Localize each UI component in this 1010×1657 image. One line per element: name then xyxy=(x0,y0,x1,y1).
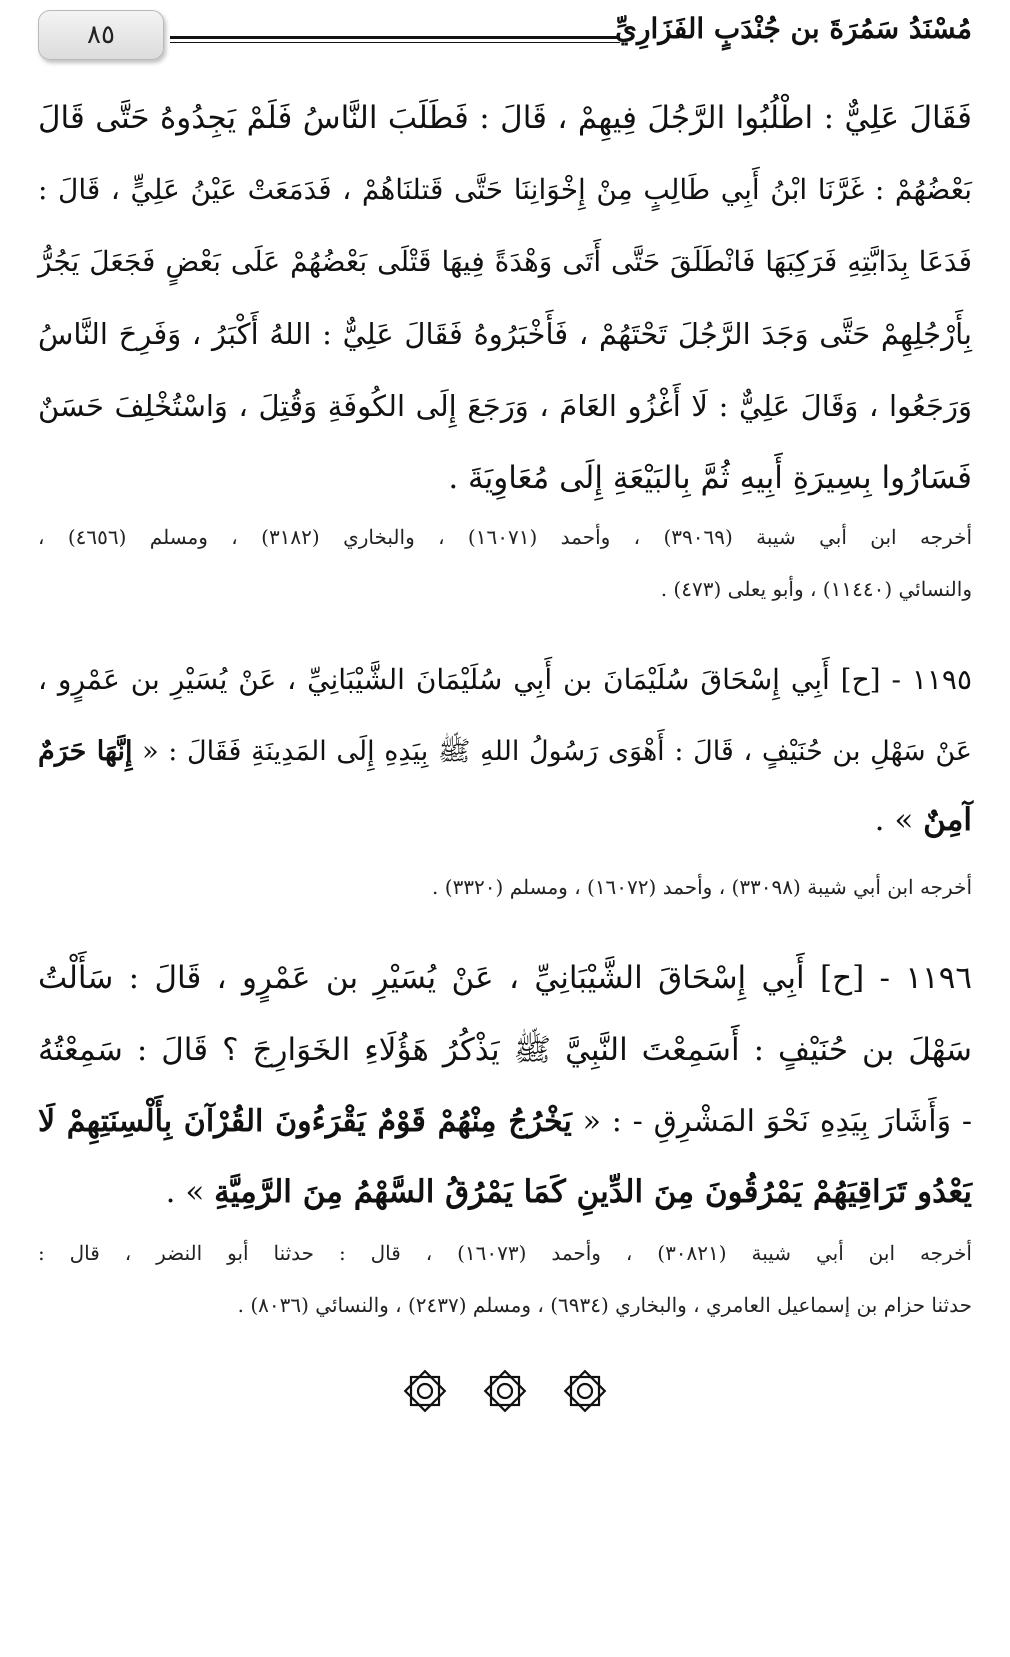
eight-point-star-icon xyxy=(562,1368,608,1414)
matn-text: يَخْرُجُ مِنْهُمْ قَوْمٌ يَقْرَءُونَ القُرْآنَ بِأَلْسِنَتِهِمْ لَا xyxy=(38,1104,572,1139)
hadith-1195-line: ١١٩٥ - [ح] أَبِي إِسْحَاقَ سُلَيْمَانَ بن أَبِي سُلَيْمَانَ الشَّيْبَانِيِّ ، عَنْ يُسَيْرِ بن عَمْرٍو ، xyxy=(38,663,972,696)
hadith-1195-line xyxy=(38,732,972,772)
hadith-1196-line: سَهْلَ بن حُنَيْفٍ : أَسَمِعْتَ النَّبِيَّ ﷺ يَذْكُرُ هَؤُلَاءِ الخَوَارِجَ ؟ قَالَ : سَمِعْتُهُ xyxy=(38,1032,972,1068)
takhrij-line: أخرجه ابن أبي شيبة (٣٣٠٩٨) ، وأحمد (١٦٠٧٢) ، ومسلم (٣٣٢٠) . xyxy=(432,875,972,899)
eight-point-star-icon xyxy=(402,1368,448,1414)
hadith-1195-line xyxy=(38,800,972,840)
takhrij-line: والنسائي (١١٤٤٠) ، وأبو يعلى (٤٧٣) . xyxy=(660,577,972,601)
paragraph-line: فَدَعَا بِدَابَّتِهِ فَرَكِبَهَا فَانْطَلَقَ حَتَّى أَتَى وَهْدَةً فِيهَا قَتْلَى بَعْضُهُمْ عَلَى بَعْضٍ فَجَعَلَ يَجُرُّ xyxy=(38,245,972,278)
isnad-text: - وَأَشَارَ بِيَدِهِ نَحْوَ المَشْرِقِ - : « xyxy=(571,1104,972,1139)
paragraph-line: فَسَارُوا بِسِيرَةِ أَبِيهِ ثُمَّ بِالبَيْعَةِ إِلَى مُعَاوِيَةَ . xyxy=(448,460,972,496)
takhrij-line: أخرجه ابن أبي شيبة (٣٩٠٦٩) ، وأحمد (١٦٠٧١) ، والبخاري (٣١٨٢) ، ومسلم (٤٦٥٦) ، xyxy=(38,525,973,549)
matn-text: آمِنٌ xyxy=(923,802,972,838)
hadith-1196-line: ١١٩٦ - [ح] أَبِي إِسْحَاقَ الشَّيْبَانِيِّ ، عَنْ يُسَيْرِ بن عَمْرٍو ، قَالَ : سَأَلْتُ xyxy=(38,960,972,996)
paragraph-line: وَرَجَعُوا ، وَقَالَ عَلِيٌّ : لَا أَغْزُو العَامَ ، وَرَجَعَ إِلَى الكُوفَةِ وَقُتِلَ ، وَاسْتُخْلِفَ حَسَنٌ xyxy=(38,389,972,423)
section-end-ornaments xyxy=(0,1368,1010,1416)
page-number-tab xyxy=(38,10,164,60)
paragraph-line: بِأَرْجُلِهِمْ حَتَّى وَجَدَ الرَّجُلَ تَحْتَهُمْ ، فَأَخْبَرُوهُ فَقَالَ عَلِيٌّ : اللهُ أَكْبَرُ ، وَفَرِحَ النَّاسُ xyxy=(38,317,972,351)
takhrij-line: أخرجه ابن أبي شيبة (٣٠٨٢١) ، وأحمد (١٦٠٧٣) ، قال : حدثنا أبو النضر ، قال : xyxy=(38,1241,972,1265)
hadith-1196-line xyxy=(38,1172,972,1212)
takhrij-line: حدثنا حزام بن إسماعيل العامري ، والبخاري (٦٩٣٤) ، ومسلم (٢٤٣٧) ، والنسائي (٨٠٣٦) . xyxy=(237,1293,972,1317)
matn-text: يَعْدُو تَرَاقِيَهُمْ يَمْرُقُونَ مِنَ الدِّينِ كَمَا يَمْرُقُ السَّهْمُ مِنَ الرَّمِيَّةِ xyxy=(214,1174,972,1210)
closing-quote: » . xyxy=(874,802,924,838)
paragraph-line: بَعْضُهُمْ : غَرَّنَا ابْنُ أَبِي طَالِبٍ مِنْ إِخْوَانِنَا حَتَّى قَتلنَاهُمْ ، فَدَمَعَتْ عَيْنُ عَلِيٍّ ، قَالَ : xyxy=(38,173,972,206)
header-rule-thin xyxy=(170,42,620,43)
eight-point-star-icon xyxy=(482,1368,528,1414)
paragraph-line: فَقَالَ عَلِيٌّ : اطْلُبُوا الرَّجُلَ فِيهِمْ ، قَالَ : فَطَلَبَ النَّاسُ فَلَمْ يَجِدُوهُ حَتَّى قَالَ xyxy=(38,100,972,136)
running-title: مُسْنَدُ سَمُرَةَ بن جُنْدَبٍ الفَزَارِيِّ xyxy=(615,12,972,45)
page-number: ٨٥ xyxy=(87,20,115,50)
isnad-text: عَنْ سَهْلِ بن حُنَيْفٍ ، قَالَ : أَهْوَى رَسُولُ اللهِ ﷺ بِيَدِهِ إِلَى المَدِينَةِ فَقَالَ : « xyxy=(132,736,972,767)
header-rule xyxy=(170,36,620,39)
matn-text: إِنَّهَا حَرَمٌ xyxy=(38,736,133,767)
closing-quote: » . xyxy=(165,1174,215,1210)
hadith-1196-line xyxy=(38,1102,972,1142)
